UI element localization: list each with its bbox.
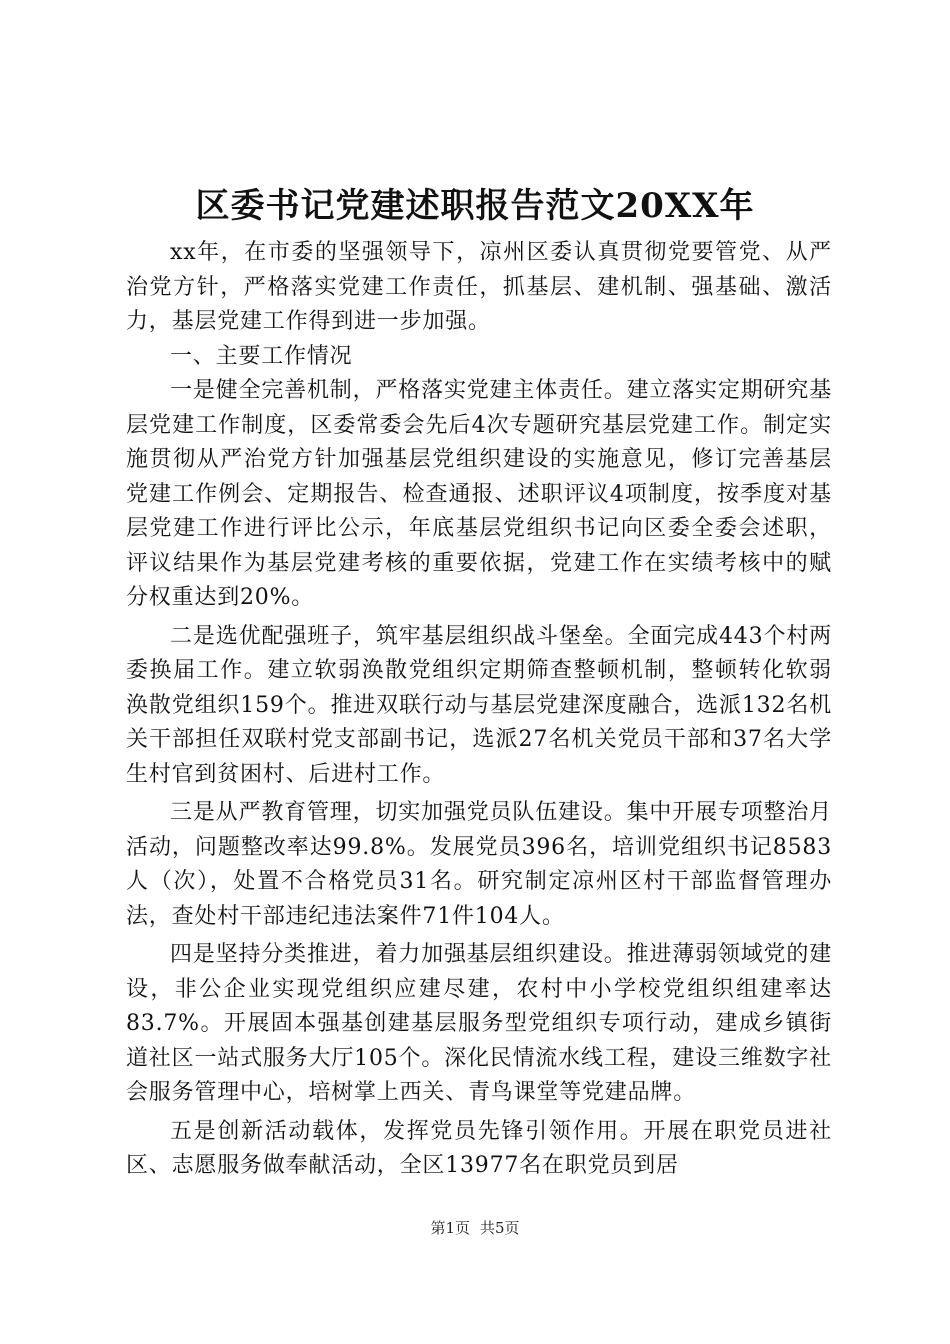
section-heading: 一、主要工作情况: [170, 343, 353, 369]
paragraph-item-2: 二是选优配强班子，筑牢基层组织战斗堡垒。全面完成443个村两委换届工作。建立软弱涣散党组织定期筛查整顿机制，整顿转化软弱涣散党组织159个。推进双联行动与基层党建深度融合，选派132名机关干部担任双联村党支部副书记，选派27名机关党员干部和37名大学生村官到贫困村、后进村工作。: [126, 623, 832, 787]
paragraph-item-3: 三是从严教育管理，切实加强党员队伍建设。集中开展专项整治月活动，问题整改率达99.8%。发展党员396名，培训党组织书记8583人（次），处置不合格党员31名。研究制定凉州区村干部监督管理办法，查处村干部违纪违法案件71件104人。: [126, 800, 832, 929]
paragraph-item-4: 四是坚持分类推进，着力加强基层组织建设。推进薄弱领域党的建设，非公企业实现党组织应建尽建，农村中小学校党组织组建率达83.7%。开展固本强基创建基层服务型党组织专项行动，建成乡镇街道社区一站式服务大厅105个。深化民情流水线工程，建设三维数字社会服务管理中心，培树掌上西关、青鸟课堂等党建品牌。: [126, 942, 832, 1105]
paragraph-item-1: 一是健全完善机制，严格落实党建主体责任。建立落实定期研究基层党建工作制度，区委常委会先后4次专题研究基层党建工作。制定实施贯彻从严治党方针加强基层党组织建设的实施意见，修订完善基层党建工作例会、定期报告、检查通报、述职评议4项制度，按季度对基层党建工作进行评比公示，年底基层党组织书记向区委全委会述职，评议结果作为基层党建考核的重要依据，党建工作在实绩考核中的赋分权重达到20%。: [126, 378, 832, 610]
paragraph-item-5: 五是创新活动载体，发挥党员先锋引领作用。开展在职党员进社区、志愿服务做奉献活动，全区13977名在职党员到居: [126, 1118, 832, 1178]
document-body: [126, 236, 832, 1184]
page-footer: [0, 1218, 950, 1238]
page-total: 共5页: [480, 1219, 520, 1237]
paragraph-intro: xx年，在市委的坚强领导下，凉州区委认真贯彻党要管党、从严治党方针，严格落实党建工作责任，抓基层、建机制、强基础、激活力，基层党建工作得到进一步加强。: [126, 240, 832, 334]
document-title: 区委书记党建述职报告范文20XX年: [195, 186, 755, 226]
page-number: 第1页: [430, 1219, 470, 1237]
